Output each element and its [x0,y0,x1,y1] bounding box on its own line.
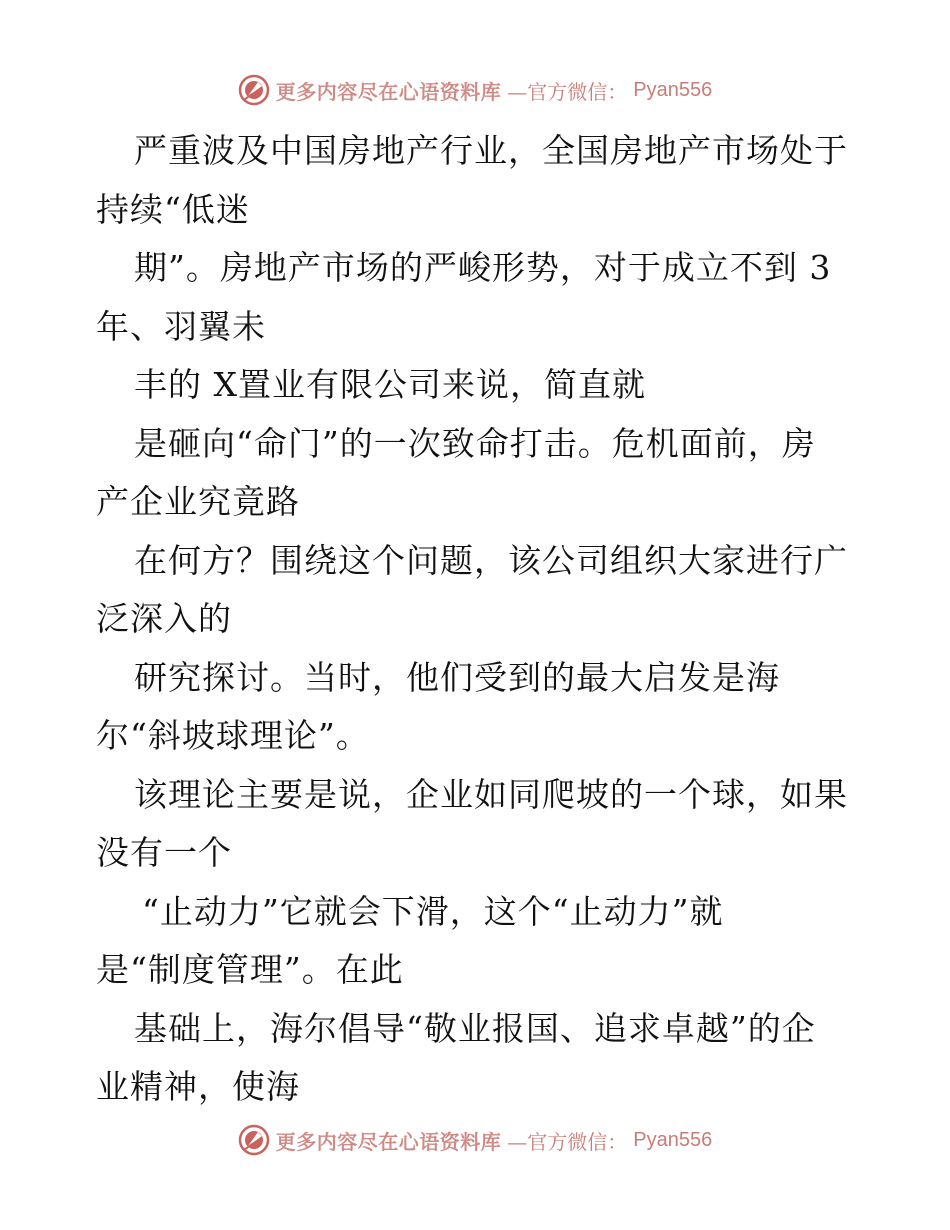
banner-wechat-label: —官方微信： [507,79,628,104]
body-line: 丰的 X置业有限公司来说，简直就 [134,365,646,404]
banner-brand-text: 更多内容尽在心语资料库 [275,79,502,104]
body-line: 研究探讨。当时，他们受到的最大启发是海 [134,657,780,697]
body-line: 在何方？围绕这个问题，该公司组织大家进行广 [134,540,848,580]
body-line: 该理论主要是说，企业如同爬坡的一个球，如果 [134,774,848,814]
body-line: 是“制度管理”。在此 [96,950,404,989]
body-line: 没有一个 [96,833,232,872]
body-line: 业精神，使海 [96,1067,300,1106]
body-line: 持续“低迷 [96,189,250,229]
banner-wechat-id: Pyan556 [633,78,713,101]
header-banner [0,70,950,110]
body-line: 年、羽翼未 [96,306,266,346]
banner-wechat-label: —官方微信： [507,1129,628,1154]
body-line: 产企业究竟路 [96,482,300,521]
body-line: 是砸向“命门”的一次致命打击。危机面前，房 [134,423,816,463]
banner-brand-text: 更多内容尽在心语资料库 [275,1129,502,1154]
body-line: 严重波及中国房地产行业，全国房地产市场处于 [134,131,848,170]
body-line: 基础上，海尔倡导“敬业报国、追求卓越”的企 [134,1008,816,1048]
footer-banner [0,1120,950,1160]
body-line: “止动力”它就会下滑，这个“止动力”就 [142,891,724,931]
pen-nib-logo-icon [238,74,270,106]
pen-nib-logo-icon [238,1124,270,1156]
body-line: 尔“斜坡球理论”。 [96,716,370,755]
body-line: 泛深入的 [96,599,232,638]
banner-wechat-id: Pyan556 [633,1128,713,1151]
body-line: 期”。房地产市场的严峻形势，对于成立不到 3 [134,248,832,287]
document-body [96,122,856,1117]
